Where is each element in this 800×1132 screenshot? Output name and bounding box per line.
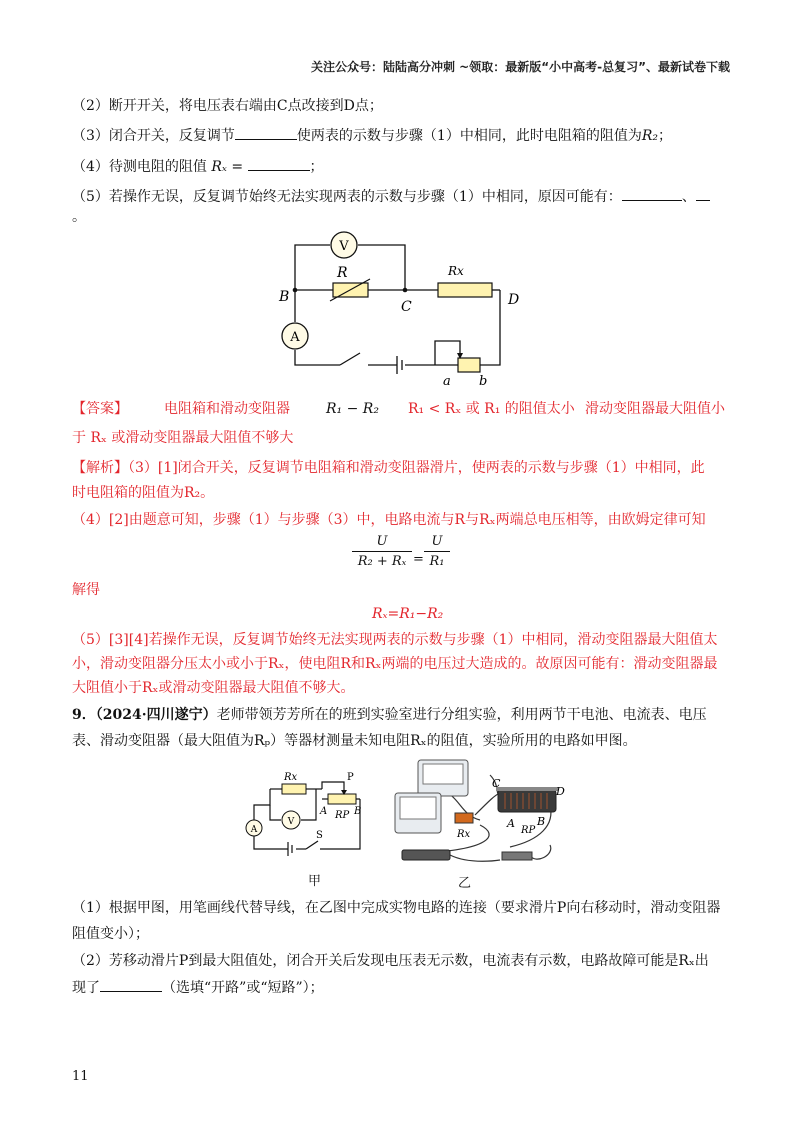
step-4-blank[interactable] [248, 156, 310, 171]
resistor-rx-label: Rx [448, 264, 464, 278]
fraction-right-bar [424, 551, 450, 552]
step-5-end: 。 [72, 209, 86, 225]
jiede: 解得 [72, 582, 100, 598]
step-5-blank-1[interactable] [622, 186, 682, 201]
fig-yi-label: 乙 [458, 876, 472, 891]
node-b: B [279, 289, 290, 305]
step-4-end: ； [309, 159, 324, 175]
fraction-left-bar [352, 551, 412, 552]
step-3-text-c: ； [657, 128, 672, 144]
page-number: 11 [72, 1069, 89, 1084]
answer-2: R₁ − R₂ [326, 401, 379, 417]
phys-rx: Rx [457, 829, 471, 840]
node-d: D [508, 292, 520, 308]
q9-line-2: 表、滑动变阻器（最大阻值为Rₚ）等器材测量未知电阻Rₓ的阻值，实验所用的电路如甲图。 [72, 733, 637, 749]
voltmeter-label: V [339, 239, 349, 254]
circuit2-a-pt: A [320, 806, 328, 817]
fraction-right [424, 534, 450, 569]
q9-s1-a: （1）根据甲图，用笔画线代替导线，在乙图中完成实物电路的连接（要求滑片P向右移动时，滑动变阻器 [72, 900, 721, 916]
analysis-3c: 大阻值小于Rₓ或滑动变阻器最大阻值不够大。 [72, 680, 355, 696]
analysis-1b: 时电阻箱的阻值为R₂。 [72, 485, 215, 501]
step-5-blank-2[interactable] [696, 186, 710, 201]
fraction-right-num: U [431, 534, 443, 549]
analysis-3a: （5）[3][4]若操作无误，反复调节始终无法实现两表的示数与步骤（1）中相同，滑动变阻器最大阻值太 [72, 632, 718, 648]
phys-c: C [492, 777, 501, 790]
equals-sign: = [413, 552, 424, 567]
rheostat-a: a [443, 374, 451, 389]
node-b-dot [293, 288, 298, 293]
answer-4a: 滑动变阻器最大阻值小 [585, 401, 725, 417]
step-3-var: R₂ [641, 128, 658, 144]
analysis-result: Rₓ=R₁−R₂ [372, 606, 444, 622]
phys-b: B [537, 815, 546, 828]
step-3 [72, 125, 672, 146]
circuit2-switch-label: S [316, 830, 323, 841]
circuit2-ammeter-label: A [250, 825, 258, 835]
answer-1: 电阻箱和滑动变阻器 [164, 401, 290, 417]
q9-s2-text-b: （选填“开路”或“短路”）； [162, 980, 324, 996]
analysis-2: （4）[2]由题意可知，步骤（1）与步骤（3）中，电路电流与R与Rₓ两端总电压相等，由欧姆定律可知 [72, 512, 706, 528]
step-4 [72, 156, 324, 177]
node-c-dot [403, 288, 408, 293]
circuit-diagram-jia [240, 770, 380, 870]
resistance-box-label: R [337, 265, 348, 281]
fraction-left [352, 534, 412, 569]
phys-rp: RP [521, 825, 536, 836]
rheostat [458, 358, 480, 372]
q9-s2-b [72, 977, 324, 998]
phys-resistor [455, 813, 473, 823]
circuit2-rx [282, 784, 306, 794]
fraction-left-den: R₂ + Rₓ [357, 554, 407, 569]
switch [502, 852, 532, 860]
phys-d: D [556, 785, 565, 798]
circuit2-rp: RP [335, 810, 350, 821]
q9-text-1: 老师带领芳芳所在的班到实验室进行分组实验，利用两节干电池、电流表、电压 [216, 707, 707, 723]
answer-tag: 【答案】 [72, 401, 128, 417]
phys-a: A [507, 817, 515, 830]
physical-circuit-yi [380, 755, 580, 875]
analysis-tag: 【解析】 [72, 460, 128, 476]
q9-s2-blank[interactable] [100, 977, 162, 992]
step-3-text-a: （3）闭合开关，反复调节 [72, 128, 235, 144]
ammeter-label: A [290, 330, 300, 345]
answer-line-2: 于 Rₓ 或滑动变阻器最大阻值不够大 [72, 430, 294, 446]
battery [402, 850, 450, 860]
fraction-right-den: R₁ [429, 554, 445, 569]
q9-s1-b: 阻值变小）； [72, 926, 149, 942]
step-3-blank[interactable] [235, 125, 297, 140]
q9-number: 9．（2024·四川遂宁） [72, 707, 217, 723]
answer-line-1 [72, 399, 725, 419]
q9-line-1 [72, 705, 707, 725]
step-2: （2）断开开关，将电压表右端由C点改接到D点； [72, 98, 383, 114]
step-5-text: （5）若操作无误，反复调节始终无法实现两表的示数与步骤（1）中相同，原因可能有： [72, 189, 622, 205]
step-4-var: Rₓ = [211, 159, 244, 175]
analysis-1 [72, 458, 705, 478]
circuit-diagram-1 [270, 225, 530, 390]
analysis-1-text: （3）[1]闭合开关，反复调节电阻箱和滑动变阻器滑片，使两表的示数与步骤（1）中相同，此 [128, 460, 705, 476]
circuit2-voltmeter-label: V [287, 817, 295, 827]
answer-3: R₁ < Rₓ 或 R₁ 的阻值太小 [408, 401, 575, 417]
circuit2-rx-label: Rx [284, 772, 298, 783]
analysis-3b: 小，滑动变阻器分压太小或小于Rₓ，使电阻R和Rₓ两端的电压过大造成的。故原因可能有：滑动变阻器最 [72, 656, 718, 672]
step-4-text: （4）待测电阻的阻值 [72, 159, 207, 175]
fig-jia-label: 甲 [308, 874, 322, 889]
fraction-left-num: U [376, 534, 388, 549]
step-5 [72, 186, 710, 207]
step-5-sep: 、 [681, 189, 696, 205]
circuit2-rheostat [328, 794, 356, 804]
resistor-rx [438, 283, 492, 297]
circuit2-b-pt: B [354, 806, 362, 817]
step-3-text-b: 使两表的示数与步骤（1）中相同，此时电阻箱的阻值为 [296, 128, 642, 144]
page-header: 关注公众号：陆陆高分冲刺 ~领取：最新版“小中高考-总复习”、最新试卷下载 [311, 60, 730, 74]
rheostat-b: b [479, 374, 488, 389]
circuit2-p: P [347, 772, 354, 783]
q9-s2-a: （2）芳移动滑片P到最大阻值处，闭合开关后发现电压表无示数，电流表有示数，电路故障可能是Rₓ出 [72, 953, 709, 969]
q9-s2-text-a: 现了 [72, 980, 100, 996]
node-c: C [401, 299, 412, 315]
